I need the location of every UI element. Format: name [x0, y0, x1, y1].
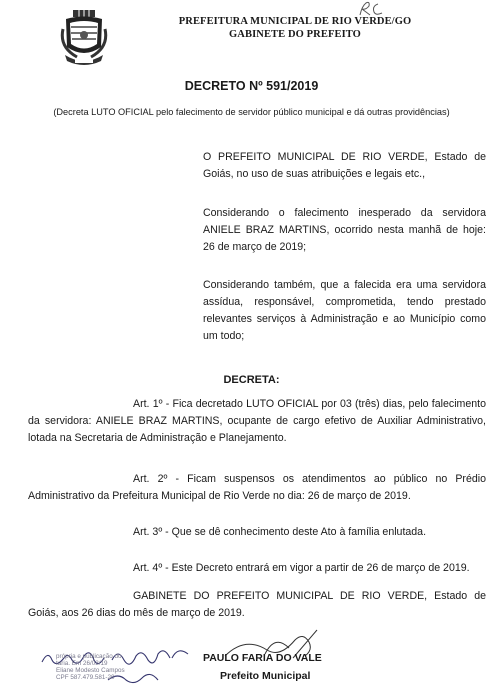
- header-office: GABINETE DO PREFEITO: [229, 29, 361, 40]
- preamble-mayor: O PREFEITO MUNICIPAL DE RIO VERDE, Estado de Goiás, no uso de suas atribuições e legais etc.,: [203, 151, 486, 180]
- preamble-considering-death: Considerando o falecimento inesperado da servidora ANIELE BRAZ MARTINS, ocorrido nesta manhã de hoje: 26 de março de 2019;: [203, 207, 486, 253]
- preamble-considering-service: Considerando também, que a falecida era uma servidora assídua, responsável, comprometida, tendo prestado relevantes serviços à Administração e ao Município como um todo;: [203, 279, 486, 342]
- stamp-line-3: Eliane Modesto Campos: [56, 667, 125, 674]
- header-institution: PREFEITURA MUNICIPAL DE RIO VERDE/GO: [178, 16, 412, 27]
- decree-title: DECRETO Nº 591/2019: [184, 79, 319, 93]
- signatory-role: Prefeito Municipal: [220, 670, 311, 682]
- signatory-name: PAULO FARIA DO VALE: [203, 652, 322, 664]
- article-2: Art. 2º - Ficam suspensos os atendimentos ao público no Prédio Administrativo da Prefeitura Municipal de Rio Verde no dia: 26 de março de 2019.: [28, 473, 486, 502]
- article-4: Art. 4º - Este Decreto entrará em vigor a partir de 26 de março de 2019.: [133, 562, 470, 574]
- stamp-line-1: própria e publicação do: [56, 653, 122, 660]
- article-1: Art. 1º - Fica decretado LUTO OFICIAL por 03 (três) dias, pelo falecimento da servidora: ANIELE BRAZ MARTINS, ocupante de cargo efetivo de Auxiliar Administrativo, lotada na Secretaria de Administração e Planejamento.: [28, 398, 486, 444]
- article-3: Art. 3º - Que se dê conhecimento deste Ato à família enlutada.: [133, 526, 427, 538]
- handwritten-initials-mark: [356, 0, 392, 18]
- stamp-line-2: taria. Em 26/03/19: [56, 660, 108, 667]
- closing-statement: GABINETE DO PREFEITO MUNICIPAL DE RIO VERDE, Estado de Goiás, aos 26 dias do mês de março de 2019.: [28, 590, 486, 619]
- decree-summary: (Decreta LUTO OFICIAL pelo falecimento de servidor público municipal e dá outras providências): [53, 107, 450, 117]
- publication-stamp: [56, 653, 125, 681]
- coat-of-arms-seal: [59, 9, 109, 69]
- decreta-heading: DECRETA:: [223, 374, 280, 386]
- stamp-line-4: CPF 587.479.581-20: [56, 674, 115, 681]
